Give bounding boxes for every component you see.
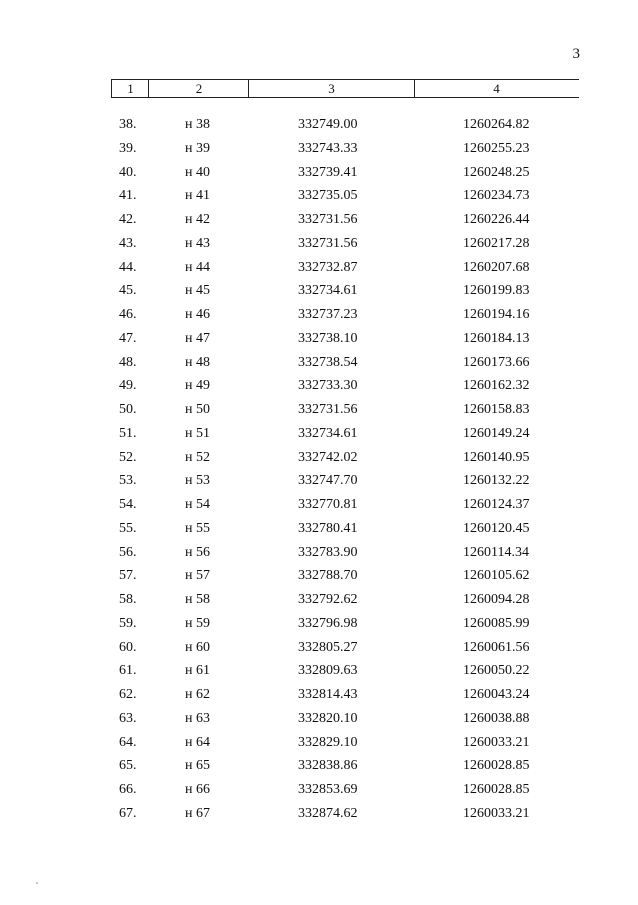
coordinate-y: 1260028.85 <box>463 758 530 774</box>
table-row <box>0 188 638 212</box>
row-number: 39. <box>119 140 137 156</box>
coordinate-x: 332731.56 <box>298 402 358 417</box>
coordinate-x: 332738.54 <box>298 354 358 370</box>
coordinate-x: 332734.61 <box>298 425 358 441</box>
table-row <box>0 450 638 474</box>
table-row <box>0 473 638 497</box>
point-name: н 46 <box>185 307 210 322</box>
point-name: н 50 <box>185 402 210 417</box>
coordinate-x: 332792.62 <box>298 592 358 607</box>
coordinate-y: 1260199.83 <box>463 283 530 299</box>
row-number: 41. <box>119 188 137 204</box>
point-name: н 63 <box>185 710 210 726</box>
table-row <box>0 283 638 307</box>
coordinate-y: 1260162.32 <box>463 378 530 394</box>
row-number: 48. <box>119 354 137 370</box>
point-name: н 54 <box>185 497 210 512</box>
point-name: н 49 <box>185 378 210 394</box>
coordinate-x: 332820.10 <box>298 710 358 726</box>
row-number: 50. <box>119 402 137 417</box>
table-row <box>0 521 638 545</box>
coordinate-y: 1260033.21 <box>463 734 530 750</box>
coordinate-x: 332788.70 <box>298 568 358 584</box>
coordinate-y: 1260061.56 <box>463 639 530 655</box>
point-name: н 38 <box>185 117 210 132</box>
coordinate-y: 1260043.24 <box>463 687 530 702</box>
table-row <box>0 355 638 379</box>
point-name: н 44 <box>185 259 210 275</box>
table-row <box>0 758 638 782</box>
point-name: н 55 <box>185 520 210 536</box>
column-header-1: 1 <box>111 80 149 97</box>
coordinate-y: 1260173.66 <box>463 354 530 370</box>
point-name: н 57 <box>185 568 210 584</box>
row-number: 45. <box>119 283 137 299</box>
row-number: 66. <box>119 782 137 797</box>
row-number: 63. <box>119 710 137 726</box>
coordinate-x: 332731.56 <box>298 235 358 251</box>
table-body <box>0 117 638 830</box>
coordinate-x: 332853.69 <box>298 782 358 797</box>
column-header-3: 3 <box>248 80 415 97</box>
table-row <box>0 141 638 165</box>
row-number: 49. <box>119 378 137 394</box>
row-number: 51. <box>119 425 137 441</box>
row-number: 57. <box>119 568 137 584</box>
coordinate-x: 332838.86 <box>298 758 358 774</box>
coordinate-y: 1260114.34 <box>463 544 529 560</box>
table-row <box>0 687 638 711</box>
table-row <box>0 640 638 664</box>
row-number: 42. <box>119 212 137 227</box>
coordinate-y: 1260226.44 <box>463 212 530 227</box>
coordinate-x: 332749.00 <box>298 117 358 132</box>
table-header <box>111 79 579 98</box>
coordinate-x: 332733.30 <box>298 378 358 394</box>
table-row <box>0 331 638 355</box>
row-number: 44. <box>119 259 137 275</box>
page-number: 3 <box>572 46 580 62</box>
point-name: н 61 <box>185 663 210 679</box>
row-number: 55. <box>119 520 137 536</box>
table-row <box>0 378 638 402</box>
coordinate-y: 1260217.28 <box>463 235 530 251</box>
point-name: н 62 <box>185 687 210 702</box>
coordinate-y: 1260050.22 <box>463 663 530 679</box>
row-number: 59. <box>119 615 137 631</box>
table-row <box>0 545 638 569</box>
table-row <box>0 165 638 189</box>
coordinate-y: 1260248.25 <box>463 164 530 180</box>
coordinate-x: 332809.63 <box>298 663 358 679</box>
point-name: н 39 <box>185 140 210 156</box>
row-number: 64. <box>119 734 137 750</box>
row-number: 52. <box>119 449 137 465</box>
coordinate-y: 1260105.62 <box>463 568 530 584</box>
coordinate-y: 1260033.21 <box>463 805 530 821</box>
row-number: 46. <box>119 307 137 322</box>
coordinate-x: 332732.87 <box>298 259 358 275</box>
point-name: н 47 <box>185 330 210 346</box>
coordinate-x: 332780.41 <box>298 520 358 536</box>
row-number: 40. <box>119 164 137 180</box>
row-number: 67. <box>119 805 137 821</box>
row-number: 53. <box>119 473 137 489</box>
row-number: 56. <box>119 544 137 560</box>
column-header-2: 2 <box>148 80 249 97</box>
table-row <box>0 568 638 592</box>
coordinate-y: 1260094.28 <box>463 592 530 607</box>
table-row <box>0 497 638 521</box>
coordinate-y: 1260207.68 <box>463 259 530 275</box>
coordinate-y: 1260124.37 <box>463 497 530 512</box>
coordinate-x: 332796.98 <box>298 615 358 631</box>
coordinate-x: 332738.10 <box>298 330 358 346</box>
point-name: н 40 <box>185 164 210 180</box>
row-number: 43. <box>119 235 137 251</box>
table-row <box>0 711 638 735</box>
scan-speck <box>36 882 38 884</box>
point-name: н 67 <box>185 805 210 821</box>
point-name: н 65 <box>185 758 210 774</box>
table-row <box>0 117 638 141</box>
point-name: н 45 <box>185 283 210 299</box>
table-row <box>0 735 638 759</box>
table-row <box>0 212 638 236</box>
table-row <box>0 782 638 806</box>
table-row <box>0 663 638 687</box>
point-name: н 43 <box>185 235 210 251</box>
coordinate-x: 332737.23 <box>298 307 358 322</box>
point-name: н 48 <box>185 354 210 370</box>
coordinate-x: 332829.10 <box>298 734 358 750</box>
point-name: н 41 <box>185 188 210 204</box>
table-row <box>0 402 638 426</box>
coordinate-y: 1260132.22 <box>463 473 530 489</box>
point-name: н 56 <box>185 544 210 560</box>
coordinate-x: 332735.05 <box>298 188 358 204</box>
coordinate-y: 1260140.95 <box>463 449 530 465</box>
row-number: 65. <box>119 758 137 774</box>
coordinate-x: 332805.27 <box>298 639 358 655</box>
table-row <box>0 260 638 284</box>
point-name: н 51 <box>185 425 210 441</box>
point-name: н 66 <box>185 782 210 797</box>
point-name: н 59 <box>185 615 210 631</box>
coordinate-y: 1260085.99 <box>463 615 530 631</box>
coordinate-x: 332731.56 <box>298 212 358 227</box>
table-row <box>0 236 638 260</box>
coordinate-x: 332742.02 <box>298 449 358 465</box>
coordinate-x: 332874.62 <box>298 805 358 821</box>
table-row <box>0 592 638 616</box>
coordinate-x: 332770.81 <box>298 497 358 512</box>
table-row <box>0 616 638 640</box>
coordinate-x: 332747.70 <box>298 473 358 489</box>
row-number: 38. <box>119 117 137 132</box>
coordinate-y: 1260028.85 <box>463 782 530 797</box>
row-number: 54. <box>119 497 137 512</box>
point-name: н 52 <box>185 449 210 465</box>
point-name: н 64 <box>185 734 210 750</box>
row-number: 58. <box>119 592 137 607</box>
table-row <box>0 806 638 830</box>
row-number: 61. <box>119 663 137 679</box>
coordinate-y: 1260038.88 <box>463 710 530 726</box>
table-row <box>0 426 638 450</box>
coordinate-x: 332734.61 <box>298 283 358 299</box>
coordinate-x: 332814.43 <box>298 687 358 702</box>
coordinate-y: 1260234.73 <box>463 188 530 204</box>
coordinate-y: 1260255.23 <box>463 140 530 156</box>
coordinate-x: 332783.90 <box>298 544 358 560</box>
point-name: н 58 <box>185 592 210 607</box>
point-name: н 60 <box>185 639 210 655</box>
coordinate-x: 332739.41 <box>298 164 358 180</box>
coordinate-y: 1260158.83 <box>463 402 530 417</box>
coordinate-y: 1260184.13 <box>463 330 530 346</box>
table-row <box>0 307 638 331</box>
coordinate-y: 1260264.82 <box>463 117 530 132</box>
coordinate-x: 332743.33 <box>298 140 358 156</box>
coordinate-y: 1260149.24 <box>463 425 530 441</box>
point-name: н 53 <box>185 473 210 489</box>
row-number: 60. <box>119 639 137 655</box>
coordinate-y: 1260120.45 <box>463 520 530 536</box>
row-number: 62. <box>119 687 137 702</box>
point-name: н 42 <box>185 212 210 227</box>
coordinate-y: 1260194.16 <box>463 307 530 322</box>
column-header-4: 4 <box>493 81 500 96</box>
row-number: 47. <box>119 330 137 346</box>
